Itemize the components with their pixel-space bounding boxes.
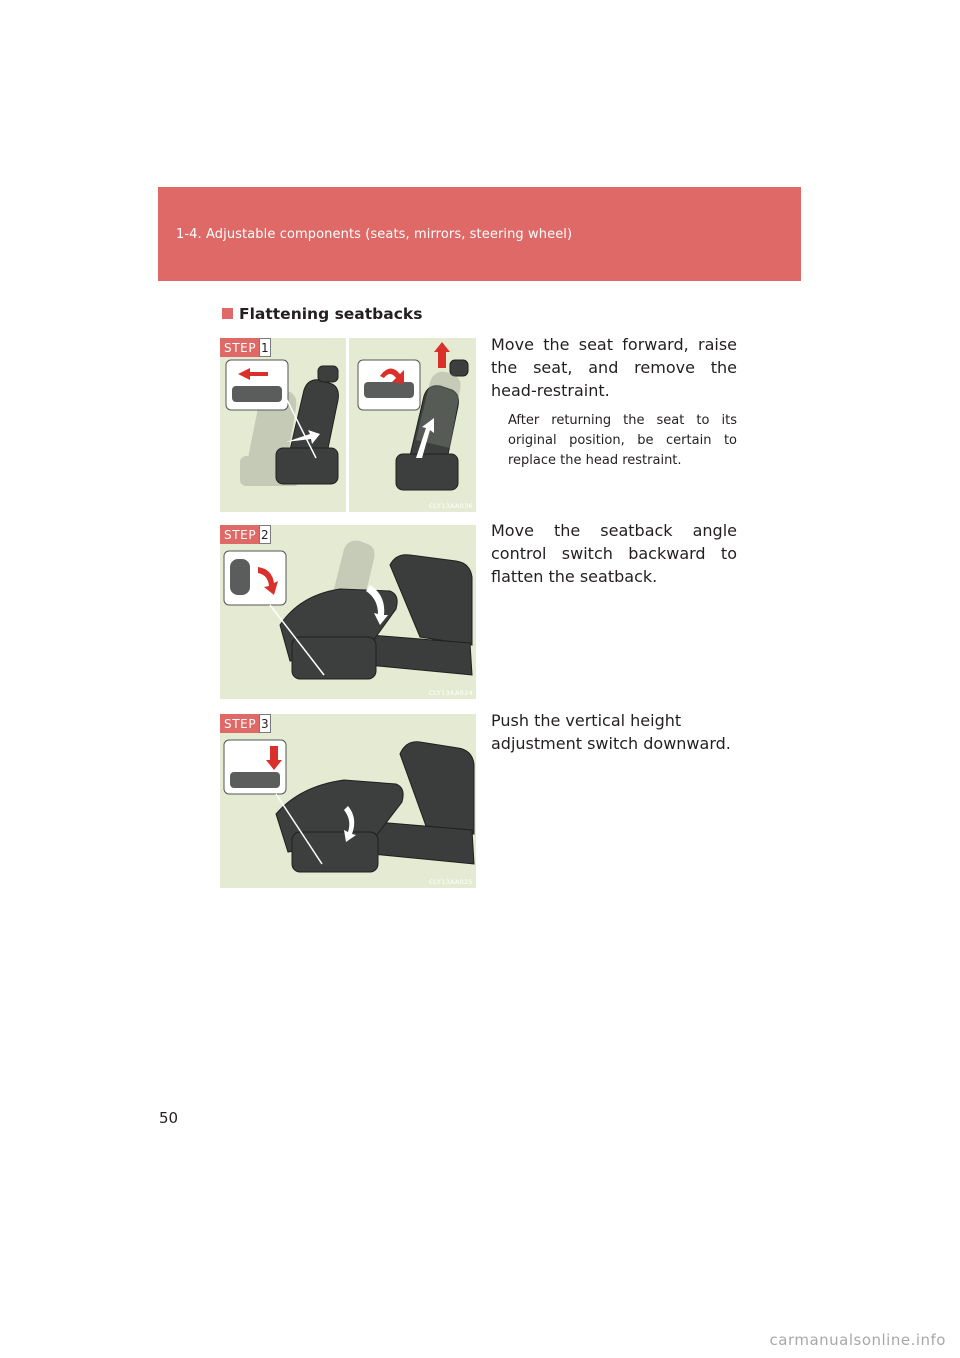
step-1-text: Move the seat forward, raise the seat, and remove the head-restraint.	[491, 335, 737, 400]
section-title-text: Flattening seatbacks	[239, 305, 423, 323]
step-2-text: Move the seatback angle control switch backward to flatten the seatback.	[491, 521, 737, 586]
step-number: 2	[259, 525, 271, 544]
figure-code: CLY13AA024	[428, 689, 473, 697]
seatback-flatten-illustration	[220, 525, 476, 699]
height-adjust-down-illustration	[220, 714, 476, 888]
chapter-title: 1-4. Adjustable components (seats, mirrors, steering wheel)	[176, 227, 573, 242]
watermark: carmanualsonline.info	[769, 1331, 946, 1349]
step-1-figure	[220, 338, 476, 512]
chapter-header-band	[158, 187, 801, 281]
step-label: STEP	[220, 338, 259, 357]
figure-code: CLY13AA025	[428, 878, 473, 886]
step-number: 1	[259, 338, 271, 357]
step-2-badge	[220, 525, 271, 544]
step-3-figure	[220, 714, 476, 888]
step-label: STEP	[220, 714, 259, 733]
bullet-square-icon	[222, 308, 233, 319]
step-number: 3	[259, 714, 271, 733]
figure-code: CLY13AA036	[428, 502, 473, 510]
step-1-badge	[220, 338, 271, 357]
step-2-figure	[220, 525, 476, 699]
step-3-badge	[220, 714, 271, 733]
section-title	[222, 305, 422, 323]
step-3-text: Push the vertical height adjustment switch downward.	[491, 711, 731, 753]
step-1-note: After returning the seat to its original position, be certain to replace the head restraint.	[508, 413, 737, 468]
step-label: STEP	[220, 525, 259, 544]
page-number: 50	[159, 1109, 179, 1127]
seat-forward-raise-illustration	[220, 338, 476, 512]
